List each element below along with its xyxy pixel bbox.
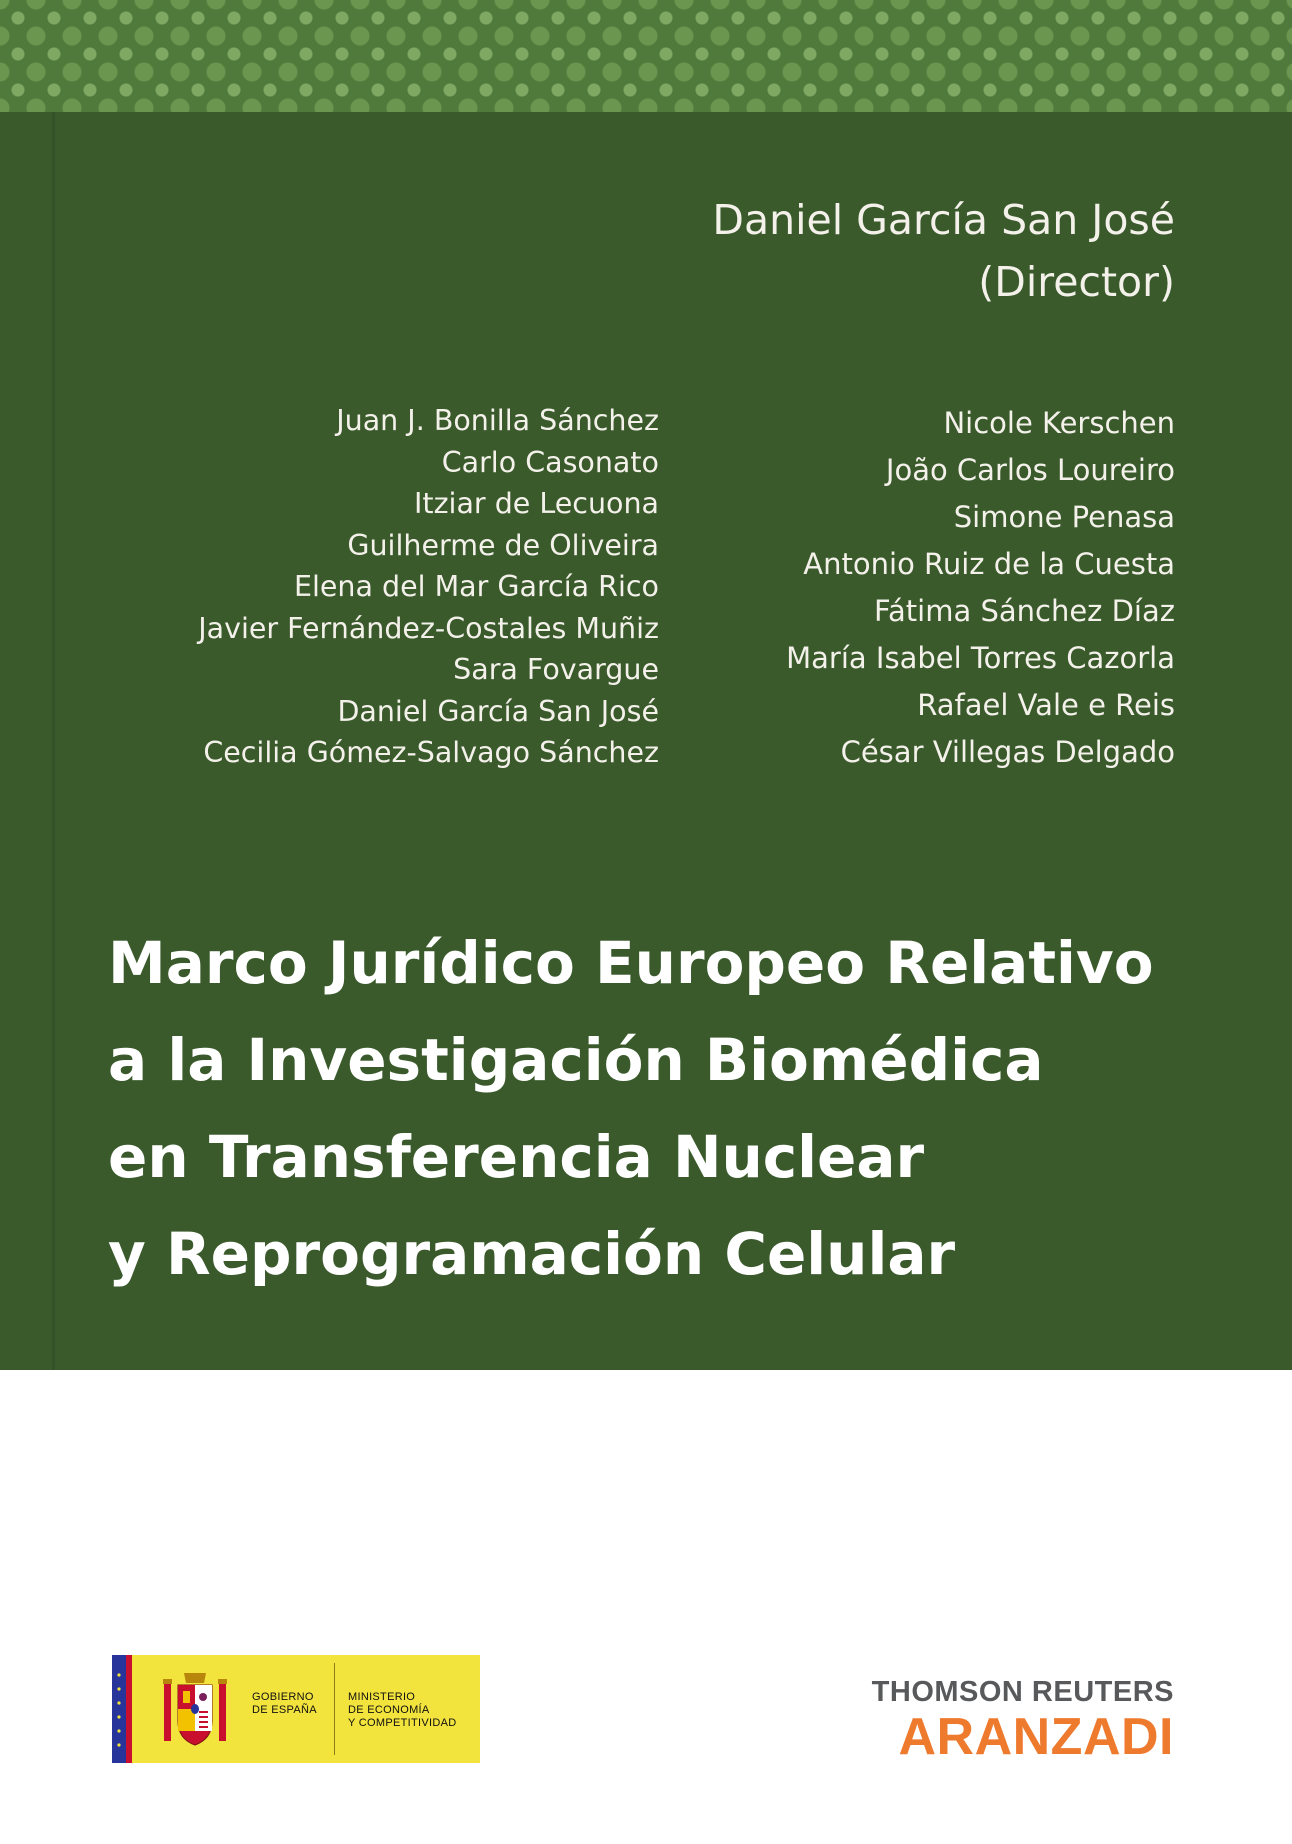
title-line: y Reprogramación Celular	[108, 1220, 956, 1288]
logo-divider	[334, 1663, 335, 1755]
publisher-line-1: THOMSON REUTERS	[871, 1676, 1174, 1708]
author-name: Rafael Vale e Reis	[917, 688, 1175, 722]
author-name: Daniel García San José	[337, 694, 659, 728]
flag-stripe	[126, 1655, 132, 1763]
author-name: César Villegas Delgado	[840, 735, 1175, 769]
author-name: Itziar de Lecuona	[414, 487, 659, 520]
author-name: Nicole Kerschen	[943, 406, 1175, 440]
government-label: GOBIERNO DE ESPAÑA	[252, 1691, 317, 1716]
author-name: Simone Penasa	[953, 500, 1175, 534]
author-name: María Isabel Torres Cazorla	[786, 641, 1175, 675]
title-line: en Transferencia Nuclear	[108, 1123, 925, 1191]
author-name: Elena del Mar García Rico	[293, 570, 659, 603]
spine-crease	[52, 112, 55, 1370]
spanish-coat-of-arms-icon	[162, 1665, 228, 1753]
author-name: Juan J. Bonilla Sánchez	[336, 404, 659, 437]
director-role: (Director)	[978, 258, 1175, 306]
author-name: Cecilia Gómez-Salvago Sánchez	[203, 736, 659, 769]
title-line: Marco Jurídico Europeo Relativo	[108, 929, 1154, 997]
publisher-logo	[872, 1676, 1174, 1765]
book-title	[108, 915, 1228, 1303]
floral-pattern-band	[0, 0, 1292, 112]
author-name: Sara Fovargue	[453, 653, 659, 686]
eu-flag-icon	[112, 1655, 126, 1763]
author-name: Javier Fernández-Costales Muñiz	[198, 611, 659, 645]
author-name: Guilherme de Oliveira	[347, 528, 659, 562]
publisher-line-2: ARANZADI	[898, 1708, 1174, 1766]
author-name: João Carlos Loureiro	[885, 453, 1175, 487]
author-name: Antonio Ruiz de la Cuesta	[803, 547, 1175, 581]
government-logo	[112, 1655, 480, 1763]
authors-list-right	[786, 400, 1175, 776]
author-name: Carlo Casonato	[441, 445, 659, 479]
ministry-label: MINISTERIO DE ECONOMÍA Y COMPETITIVIDAD	[348, 1691, 457, 1729]
title-line: a la Investigación Biomédica	[108, 1026, 1044, 1094]
authors-list-left	[198, 400, 659, 774]
director-name: Daniel García San José	[712, 196, 1175, 244]
author-name: Fátima Sánchez Díaz	[873, 594, 1175, 628]
